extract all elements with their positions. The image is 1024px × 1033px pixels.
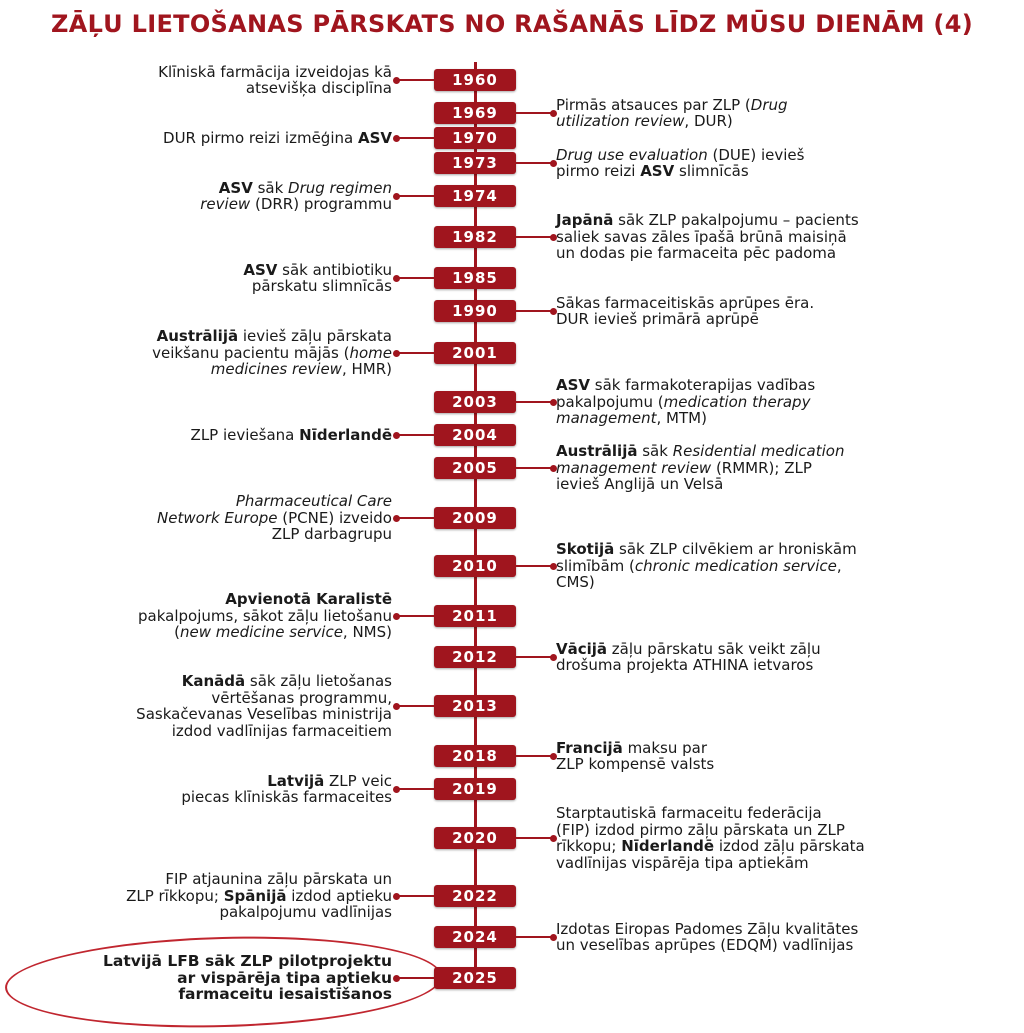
connector-line — [396, 615, 434, 617]
event-description-2001: Austrālijā ievieš zāļu pārskata veikšanu pacientu mājās (home medicines review, HMR) — [152, 327, 392, 378]
event-description-1982: Japānā sāk ZLP pakalpojumu – pacients saliek savas zāles īpašā brūnā maisiņā un dodas pie farmaceita pēc padoma — [556, 211, 859, 262]
year-badge-1960: 1960 — [434, 69, 516, 91]
year-badge-2012: 2012 — [434, 646, 516, 668]
connector-dot — [393, 893, 400, 900]
connector-line — [516, 565, 554, 567]
year-badge-1973: 1973 — [434, 152, 516, 174]
connector-line — [396, 977, 434, 979]
event-description-2004: ZLP ieviešana Nīderlandē — [190, 425, 392, 444]
year-badge-2022: 2022 — [434, 885, 516, 907]
connector-dot — [393, 275, 400, 282]
event-description-2003: ASV sāk farmakoterapijas vadības pakalpojumu (medication therapy management, MTM) — [556, 376, 816, 427]
year-badge-2001: 2001 — [434, 342, 516, 364]
connector-dot — [393, 350, 400, 357]
connector-line — [516, 236, 554, 238]
year-badge-1985: 1985 — [434, 267, 516, 289]
year-badge-2011: 2011 — [434, 605, 516, 627]
year-badge-1970: 1970 — [434, 127, 516, 149]
connector-dot — [393, 515, 400, 522]
connector-dot — [393, 786, 400, 793]
event-description-2020: Starptautiskā farmaceitu federācija (FIP) izdod pirmo zāļu pārskata un ZLP rīkkopu; Nīderlandē izdod zāļu pārskata vadlīnijas vispārēja tipa aptiekām — [556, 804, 865, 872]
year-badge-2019: 2019 — [434, 778, 516, 800]
connector-line — [396, 137, 434, 139]
event-description-1985: ASV sāk antibiotiku pārskatu slimnīcās — [243, 260, 392, 295]
connector-line — [396, 352, 434, 354]
connector-line — [516, 837, 554, 839]
connector-line — [516, 112, 554, 114]
connector-line — [396, 277, 434, 279]
connector-line — [396, 434, 434, 436]
year-badge-2018: 2018 — [434, 745, 516, 767]
event-description-2025: Latvijā LFB sāk ZLP pilotprojektu ar vispārēja tipa aptieku farmaceitu iesaistīšanos — [102, 952, 392, 1003]
connector-dot — [393, 135, 400, 142]
connector-line — [516, 656, 554, 658]
connector-line — [396, 895, 434, 897]
year-badge-2003: 2003 — [434, 391, 516, 413]
year-badge-1990: 1990 — [434, 300, 516, 322]
year-badge-2013: 2013 — [434, 695, 516, 717]
connector-line — [396, 79, 434, 81]
connector-line — [516, 755, 554, 757]
event-description-1974: ASV sāk Drug regimen review (DRR) programmu — [200, 178, 392, 213]
connector-dot — [393, 432, 400, 439]
event-description-2019: Latvijā ZLP veic piecas klīniskās farmaceites — [181, 771, 392, 806]
year-badge-2020: 2020 — [434, 827, 516, 849]
year-badge-1969: 1969 — [434, 102, 516, 124]
event-description-2012: Vācijā zāļu pārskatu sāk veikt zāļu drošuma projekta ATHINA ietvaros — [556, 639, 821, 674]
connector-dot — [393, 975, 400, 982]
event-description-2010: Skotijā sāk ZLP cilvēkiem ar hroniskām slimībām (chronic medication service, CMS) — [556, 540, 857, 591]
year-badge-2004: 2004 — [434, 424, 516, 446]
year-badge-1982: 1982 — [434, 226, 516, 248]
connector-line — [516, 162, 554, 164]
year-badge-2010: 2010 — [434, 555, 516, 577]
event-description-2018: Francijā maksu par ZLP kompensē valsts — [556, 738, 715, 773]
connector-dot — [393, 703, 400, 710]
connector-dot — [393, 613, 400, 620]
year-badge-2009: 2009 — [434, 507, 516, 529]
connector-line — [516, 310, 554, 312]
page-title: ZĀĻU LIETOŠANAS PĀRSKATS NO RAŠANĀS LĪDZ MŪSU DIENĀM (4) — [51, 10, 973, 38]
connector-line — [396, 195, 434, 197]
event-description-2024: Izdotas Eiropas Padomes Zāļu kvalitātes un veselības aprūpes (EDQM) vadlīnijas — [556, 919, 859, 954]
event-description-2011: Apvienotā Karalistē pakalpojums, sākot zāļu lietošanu (new medicine service, NMS) — [138, 590, 392, 641]
year-badge-1974: 1974 — [434, 185, 516, 207]
year-badge-2025: 2025 — [434, 967, 516, 989]
connector-line — [396, 517, 434, 519]
connector-line — [396, 788, 434, 790]
event-description-1973: Drug use evaluation (DUE) ievieš pirmo reizi ASV slimnīcās — [556, 145, 805, 180]
connector-line — [516, 467, 554, 469]
connector-line — [516, 936, 554, 938]
event-description-2022: FIP atjaunina zāļu pārskata un ZLP rīkkopu; Spānijā izdod aptieku pakalpojumu vadlīnijas — [126, 870, 392, 921]
event-description-1970: DUR pirmo reizi izmēģina ASV — [163, 128, 392, 147]
year-badge-2005: 2005 — [434, 457, 516, 479]
event-description-2009: Pharmaceutical Care Network Europe (PCNE) izveido ZLP darbagrupu — [157, 492, 392, 543]
event-description-1969: Pirmās atsauces par ZLP (Drug utilization review, DUR) — [556, 95, 788, 130]
event-description-1990: Sākas farmaceitiskās aprūpes ēra. DUR ievieš primārā aprūpē — [556, 293, 815, 328]
event-description-1960: Klīniskā farmācija izveidojas kā atsevišķa disciplīna — [158, 62, 392, 97]
year-badge-2024: 2024 — [434, 926, 516, 948]
connector-dot — [393, 193, 400, 200]
event-description-2013: Kanādā sāk zāļu lietošanas vērtēšanas programmu, Saskačevanas Veselības ministrija izdod vadlīnijas farmaceitiem — [136, 672, 392, 740]
connector-dot — [393, 77, 400, 84]
event-description-2005: Austrālijā sāk Residential medication management review (RMMR); ZLP ievieš Anglijā un Velsā — [556, 442, 845, 493]
connector-line — [396, 705, 434, 707]
connector-line — [516, 401, 554, 403]
